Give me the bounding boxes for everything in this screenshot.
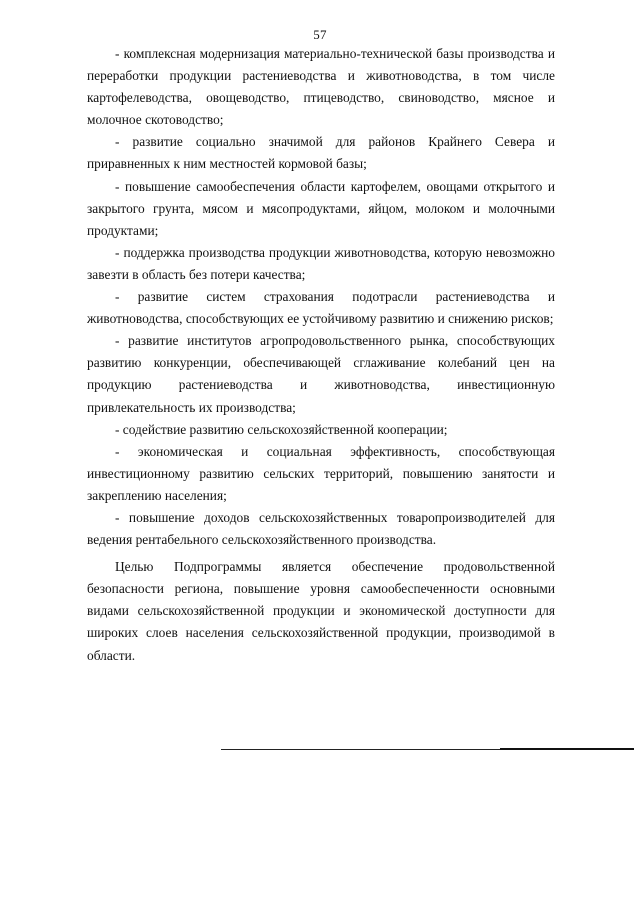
page-number: 57 bbox=[313, 27, 327, 42]
list-item-insurance: - развитие систем страхования подотрасли растениеводства и животноводства, способствующих ее устойчивому развитию и снижению рисков; bbox=[87, 289, 555, 327]
list-item-efficiency: - экономическая и социальная эффективность, способствующая инвестиционному развитию сельских территорий, повышению занятости и закреплению населения; bbox=[87, 443, 555, 503]
list-item-income: - повышение доходов сельскохозяйственных товаропроизводителей для ведения рентабельного сельскохозяйственного производства. bbox=[87, 509, 555, 548]
document-body bbox=[87, 43, 555, 667]
list-item-cooperation: - содействие развитию сельскохозяйственной кооперации; bbox=[115, 421, 448, 437]
list-item-fodder-base: - развитие социально значимой для районов Крайнего Севера и приравненных к ним местностей кормовой базы; bbox=[87, 134, 555, 172]
list-item-self-sufficiency: - повышение самообеспечения области картофелем, овощами открытого и закрытого грунта, мясом и мясопродуктами, яйцом, молоком и молочными продуктами; bbox=[87, 178, 555, 238]
list-item-livestock-support: - поддержка производства продукции животноводства, которую невозможно завезти в область без потери качества; bbox=[87, 244, 555, 282]
footer-rule-thick bbox=[500, 748, 634, 750]
list-item-market-institutions: - развитие институтов агропродовольственного рынка, способствующих развитию конкуренции, обеспечивающей сглаживание колебаний цен на продукцию растениеводства и животноводства, инвестиционную привлекательность их производства; bbox=[87, 333, 555, 415]
closing-paragraph: Целью Подпрограммы является обеспечение продовольственной безопасности региона, повышение уровня самообеспеченности основными видами сельскохозяйственной продукции и экономической доступности для широких слоев населения сельскохозяйственной продукции, производимой в области. bbox=[87, 559, 555, 663]
list-item-modernization: - комплексная модернизация материально-технической базы производства и переработки продукции растениеводства и животноводства, в том числе картофелеводства, овощеводство, птицеводство, свиноводство, мясное и молочное скотоводство; bbox=[87, 46, 555, 128]
